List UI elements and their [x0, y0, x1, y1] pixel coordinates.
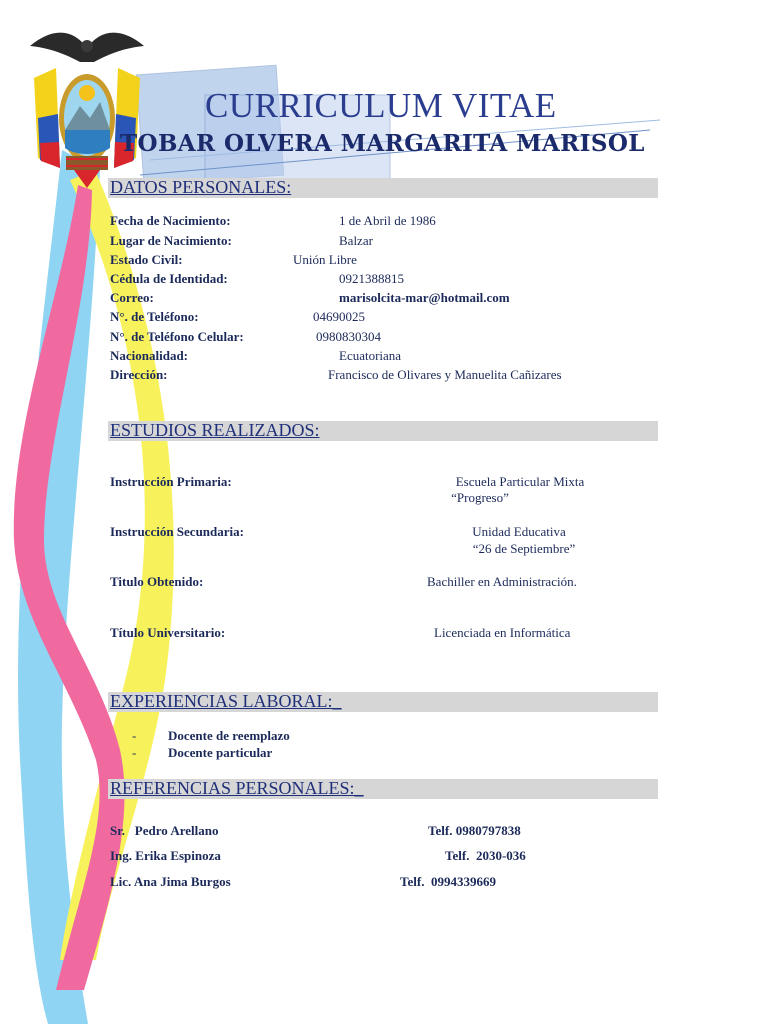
- study-value-line2: “26 de Septiembre”: [472, 541, 576, 556]
- field-label: Fecha de Nacimiento:: [110, 213, 231, 228]
- reference-name: Sr. Pedro Arellano: [110, 823, 219, 838]
- field-label: Nacionalidad:: [110, 348, 189, 363]
- study-label: Titulo Obtenido:: [110, 574, 204, 589]
- field-value: Francisco de Olivares y Manuelita Cañizares: [328, 367, 562, 382]
- document-title: CURRICULUM VITAE: [205, 86, 557, 125]
- study-value: Unidad Educativa: [472, 524, 566, 539]
- reference-phone: Telf. 0980797838: [428, 823, 521, 838]
- reference-name: Ing. Erika Espinoza: [110, 848, 221, 863]
- field-label: Estado Civil:: [110, 252, 183, 267]
- section-title-personal: DATOS PERSONALES:: [110, 177, 292, 197]
- field-label: Lugar de Nacimiento:: [110, 233, 232, 248]
- study-label: Instrucción Primaria:: [110, 474, 232, 489]
- reference-phone: Telf. 2030-036: [445, 848, 526, 863]
- study-value: Escuela Particular Mixta: [455, 474, 585, 489]
- study-label: Instrucción Secundaria:: [110, 524, 244, 539]
- field-label: N°. de Teléfono Celular:: [110, 329, 244, 344]
- field-value: 0980830304: [316, 329, 381, 344]
- field-value: 0921388815: [339, 271, 404, 286]
- section-title-studies: ESTUDIOS REALIZADOS:: [110, 420, 320, 440]
- field-label: Cédula de Identidad:: [110, 271, 228, 286]
- field-value: Balzar: [339, 233, 373, 248]
- field-label: Dirección:: [110, 367, 168, 382]
- section-title-experience: EXPERIENCIAS LABORAL:_: [110, 691, 342, 711]
- experience-item: Docente particular: [168, 745, 273, 760]
- ecuador-coat-of-arms-icon: [24, 18, 150, 188]
- experience-item: Docente de reemplazo: [168, 728, 290, 743]
- field-label: Correo:: [110, 290, 154, 305]
- reference-name: Lic. Ana Jima Burgos: [110, 874, 231, 889]
- study-value: Licenciada en Informática: [434, 625, 571, 640]
- field-value: 1 de Abril de 1986: [339, 213, 436, 228]
- list-bullet: -: [132, 745, 137, 760]
- field-label: N°. de Teléfono:: [110, 309, 199, 324]
- study-value-line2: “Progreso”: [451, 490, 509, 505]
- field-value: Ecuatoriana: [339, 348, 402, 363]
- field-value: 04690025: [313, 309, 365, 324]
- email-value: marisolcita-mar@hotmail.com: [339, 290, 510, 305]
- field-value: Unión Libre: [293, 252, 357, 267]
- reference-phone: Telf. 0994339669: [400, 874, 496, 889]
- study-value: Bachiller en Administración.: [427, 574, 577, 589]
- candidate-name: TOBAR OLVERA MARGARITA MARISOL: [120, 130, 645, 157]
- study-label: Título Universitario:: [110, 625, 226, 640]
- section-title-references: REFERENCIAS PERSONALES:_: [110, 778, 364, 798]
- list-bullet: -: [132, 728, 137, 743]
